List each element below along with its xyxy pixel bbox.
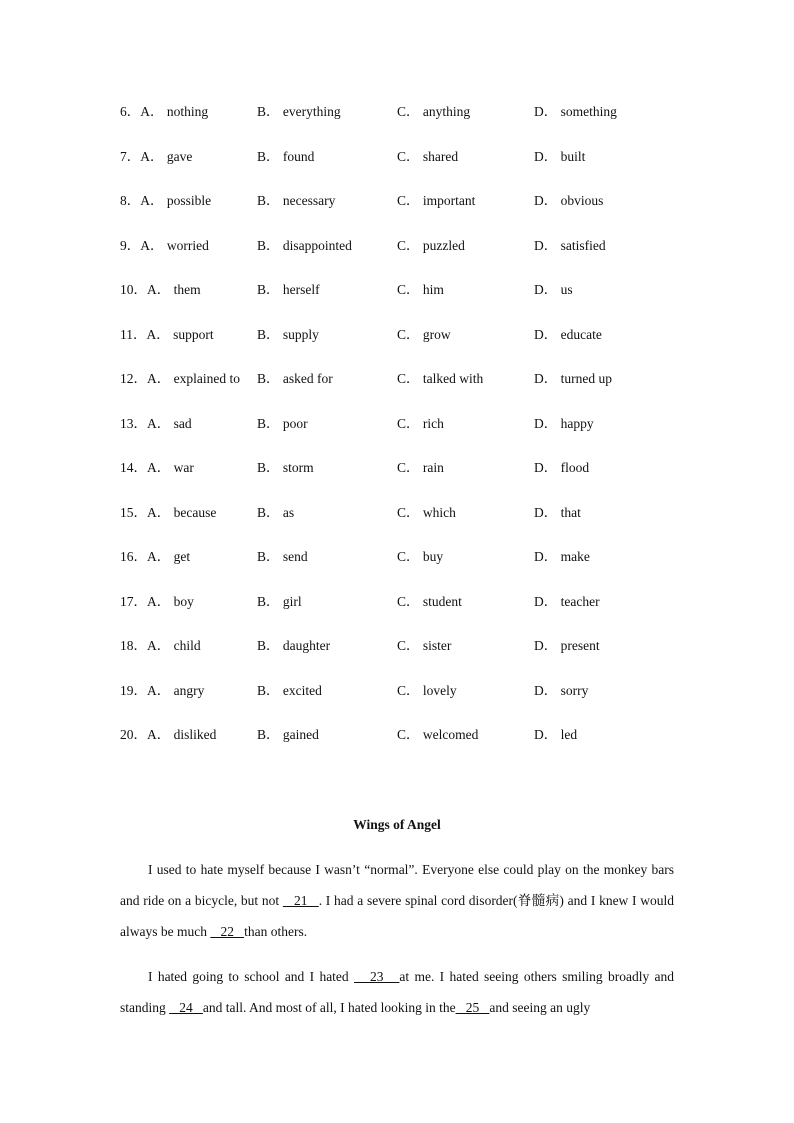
question-12-option-b: B． asked for (257, 371, 333, 386)
question-16-option-b: B． send (257, 549, 308, 564)
question-7-option-b: B． found (257, 148, 315, 164)
blank-21: 21 (282, 893, 319, 908)
question-8-option-c: C． important (397, 193, 476, 208)
passage-title: Wings of Angel (353, 817, 441, 832)
question-16-option-c: C． buy (397, 549, 444, 564)
question-13-option-d: D． happy (534, 415, 594, 431)
question-11-option-a: 11．A． support (120, 326, 214, 342)
paragraph-1-text-1: I used to hate myself because I wasn’t “normal”. Everyone else could play on the monkey bars and ride on a bicycle, but not (120, 862, 674, 908)
question-15-option-c: C． which (397, 504, 456, 520)
question-10-option-b: B． herself (257, 282, 320, 297)
question-15-option-d: D． that (534, 504, 581, 520)
question-11-option-d: D． educate (534, 326, 602, 342)
question-17-option-a: 17．A． boy (120, 593, 194, 609)
paragraph-2-text-4: and seeing an ugly (489, 1000, 591, 1015)
option-row-9 (120, 235, 680, 280)
blank-25: 25 (455, 1000, 490, 1015)
question-6-option-b: B． everything (257, 104, 341, 119)
question-8-option-d: D． obvious (534, 193, 604, 208)
question-13-option-b: B． poor (257, 415, 308, 431)
question-10-option-a: 10．A． them (120, 282, 201, 297)
question-7-option-a: 7．A． gave (120, 148, 193, 164)
option-row-7 (120, 146, 680, 191)
blank-22: 22 (210, 924, 245, 939)
question-9-option-d: D． satisfied (534, 237, 606, 253)
question-11-option-c: C． grow (397, 326, 451, 342)
question-10-option-d: D． us (534, 282, 573, 297)
option-row-12 (120, 368, 680, 413)
passage-paragraph-1 (120, 854, 674, 947)
passage-paragraph-2 (120, 961, 674, 1023)
question-6-option-c: C． anything (397, 104, 471, 119)
question-14-option-c: C． rain (397, 460, 444, 475)
question-18-option-b: B． daughter (257, 638, 331, 653)
option-row-18 (120, 635, 680, 680)
question-9-option-a: 9．A． worried (120, 237, 209, 253)
question-17-option-c: C． student (397, 593, 462, 609)
question-20-option-d: D． led (534, 727, 578, 742)
question-9-option-b: B． disappointed (257, 237, 352, 253)
option-row-13 (120, 413, 680, 458)
question-18-option-a: 18．A． child (120, 638, 201, 653)
question-8-option-a: 8．A． possible (120, 193, 212, 208)
paragraph-1-text-2: . I had a severe spinal cord disorder(脊髓病) and I knew I would always be much (120, 893, 674, 939)
question-18-option-c: C． sister (397, 638, 452, 653)
question-7-option-d: D． built (534, 148, 586, 164)
question-20-option-c: C． welcomed (397, 727, 479, 742)
paragraph-2-text-1: I hated going to school and I hated (148, 969, 354, 984)
question-14-option-b: B． storm (257, 460, 314, 475)
option-row-11 (120, 324, 680, 369)
answer-options-list (120, 101, 680, 769)
question-8-option-b: B． necessary (257, 193, 336, 208)
option-row-20 (120, 724, 680, 769)
question-11-option-b: B． supply (257, 326, 319, 342)
question-17-option-d: D． teacher (534, 593, 600, 609)
question-7-option-c: C． shared (397, 148, 459, 164)
question-12-option-a: 12．A． explained to (120, 371, 240, 386)
option-row-10 (120, 279, 680, 324)
question-19-option-c: C． lovely (397, 682, 457, 698)
question-17-option-b: B． girl (257, 593, 302, 609)
question-16-option-a: 16．A． get (120, 549, 191, 564)
question-14-option-a: 14．A． war (120, 460, 194, 475)
question-19-option-d: D． sorry (534, 682, 589, 698)
blank-24: 24 (169, 1000, 203, 1015)
option-row-8 (120, 190, 680, 235)
question-20-option-a: 20．A． disliked (120, 727, 217, 742)
question-9-option-c: C． puzzled (397, 237, 465, 253)
question-15-option-b: B． as (257, 504, 295, 520)
paragraph-2-text-2: at me. I hated seeing others smiling broadly and standing (120, 969, 675, 1015)
blank-23: 23 (354, 969, 400, 984)
question-10-option-c: C． him (397, 282, 444, 297)
question-18-option-d: D． present (534, 638, 600, 653)
option-row-16 (120, 546, 680, 591)
question-12-option-c: C． talked with (397, 371, 484, 386)
question-19-option-b: B． excited (257, 682, 322, 698)
option-row-17 (120, 591, 680, 636)
question-14-option-d: D． flood (534, 460, 590, 475)
question-20-option-b: B． gained (257, 727, 319, 742)
paragraph-2-text-3: and tall. And most of all, I hated looking in the (202, 1000, 456, 1015)
question-13-option-a: 13．A． sad (120, 415, 192, 431)
question-19-option-a: 19．A． angry (120, 682, 205, 698)
option-row-19 (120, 680, 680, 725)
paragraph-1-text-3: than others. (244, 924, 308, 939)
question-16-option-d: D． make (534, 549, 590, 564)
question-6-option-d: D． something (534, 104, 617, 119)
question-13-option-c: C． rich (397, 415, 444, 431)
question-12-option-d: D． turned up (534, 371, 612, 386)
option-row-14 (120, 457, 680, 502)
question-15-option-a: 15．A． because (120, 504, 217, 520)
option-row-6 (120, 101, 680, 146)
question-6-option-a: 6．A． nothing (120, 104, 209, 119)
option-row-15 (120, 502, 680, 547)
